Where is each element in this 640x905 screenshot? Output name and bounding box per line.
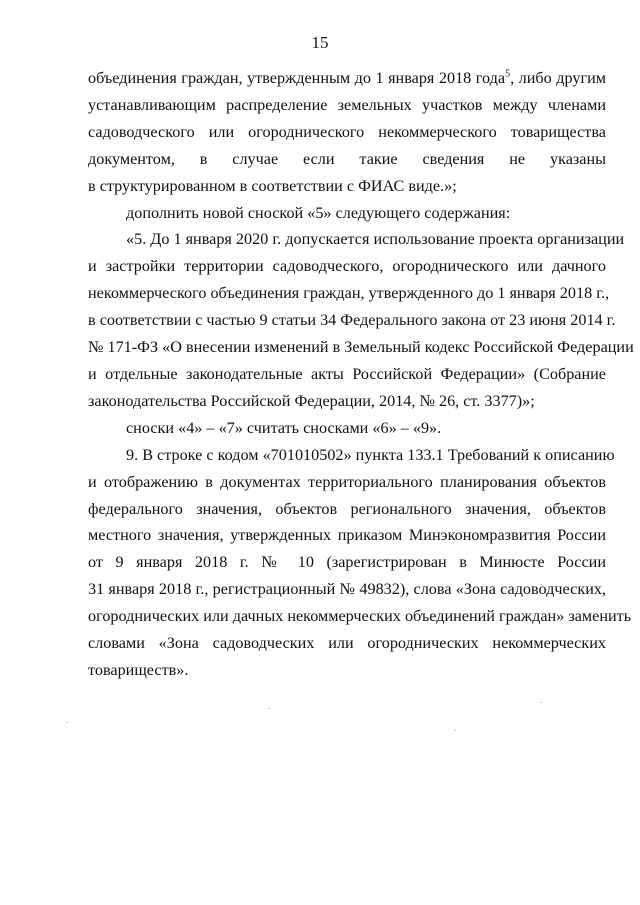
text-line	[88, 226, 625, 253]
line-text: № 171-ФЗ «О внесении изменений в Земельный кодекс Российской Федерации	[88, 338, 634, 357]
text-line	[88, 280, 610, 307]
scan-speck	[66, 722, 68, 723]
line-text: местного значения, утвержденных приказом Минэкономразвития России	[88, 526, 606, 545]
line-text: и отдельные законодательные акты Российской Федерации» (Собрание	[88, 364, 606, 383]
paragraph	[88, 65, 606, 200]
text-line	[88, 361, 606, 388]
line-text: садоводческого или огороднического некоммерческого товарищества	[88, 122, 606, 141]
line-text: 9. В строке с кодом «701010502» пункта 133.1 Требований к описанию	[126, 445, 615, 464]
line-text: и застройки территории садоводческого, огороднического или дачного	[88, 257, 606, 276]
page-number: 15	[311, 33, 329, 52]
text-line	[88, 442, 615, 469]
text-line	[88, 388, 606, 415]
text-line	[88, 576, 606, 603]
text-line	[88, 522, 606, 549]
line-text: огороднических или дачных некоммерческих объединений граждан» заменить	[88, 607, 632, 626]
line-text: устанавливающим распределение земельных участков между членами	[88, 95, 606, 114]
line-text: дополнить новой сноской «5» следующего содержания:	[126, 203, 511, 222]
text-line	[88, 92, 606, 119]
line-text: объединения граждан, утвержденным до 1 января 2018 года	[88, 69, 506, 87]
text-line	[88, 549, 606, 576]
paragraph	[88, 226, 634, 414]
line-text: в структурированном в соответствии с ФИАС виде.»;	[88, 176, 457, 195]
scan-speck	[454, 730, 456, 731]
line-text: федерального значения, объектов регионального значения, объектов	[88, 499, 606, 518]
text-line	[88, 630, 606, 657]
text-line	[88, 603, 632, 630]
paragraph	[88, 415, 606, 442]
text-line	[88, 253, 606, 280]
text-line	[88, 307, 616, 334]
text-line	[88, 496, 606, 523]
line-text: сноски «4» – «7» считать сносками «6» – «9».	[126, 418, 442, 437]
paragraph	[88, 200, 606, 227]
text-line	[88, 200, 606, 227]
text-line	[88, 146, 606, 173]
line-text: 31 января 2018 г., регистрационный № 49832), слова «Зона садоводческих,	[88, 580, 606, 599]
footnote-marker: 5	[505, 68, 511, 80]
line-text: товариществ».	[88, 660, 189, 679]
text-line	[88, 415, 606, 442]
paragraph	[88, 442, 632, 684]
scan-speck	[540, 702, 542, 703]
scan-speck	[268, 708, 270, 709]
text-line	[88, 119, 606, 146]
line-text: документом, в случае если такие сведения не указаны	[88, 149, 606, 168]
line-text: от 9 января 2018 г. № 10 (зарегистрирован в Минюсте России	[88, 553, 606, 572]
line-text: законодательства Российской Федерации, 2014, № 26, ст. 3377)»;	[88, 391, 535, 410]
line-text: «5. До 1 января 2020 г. допускается использование проекта организации	[126, 230, 625, 249]
line-text: в соответствии с частью 9 статьи 34 Федерального закона от 23 июня 2014 г.	[88, 311, 616, 330]
line-text: словами «Зона садоводческих или огороднических некоммерческих	[88, 634, 606, 653]
line-text-continuation: , либо другим	[510, 69, 606, 87]
text-line	[88, 65, 606, 92]
text-line	[88, 657, 606, 684]
text-line	[88, 334, 634, 361]
line-text: и отображению в документах территориального планирования объектов	[88, 472, 606, 491]
text-line	[88, 173, 606, 200]
document-body	[88, 65, 634, 684]
line-text: некоммерческого объединения граждан, утвержденного до 1 января 2018 г.,	[88, 284, 610, 303]
text-line	[88, 469, 606, 496]
